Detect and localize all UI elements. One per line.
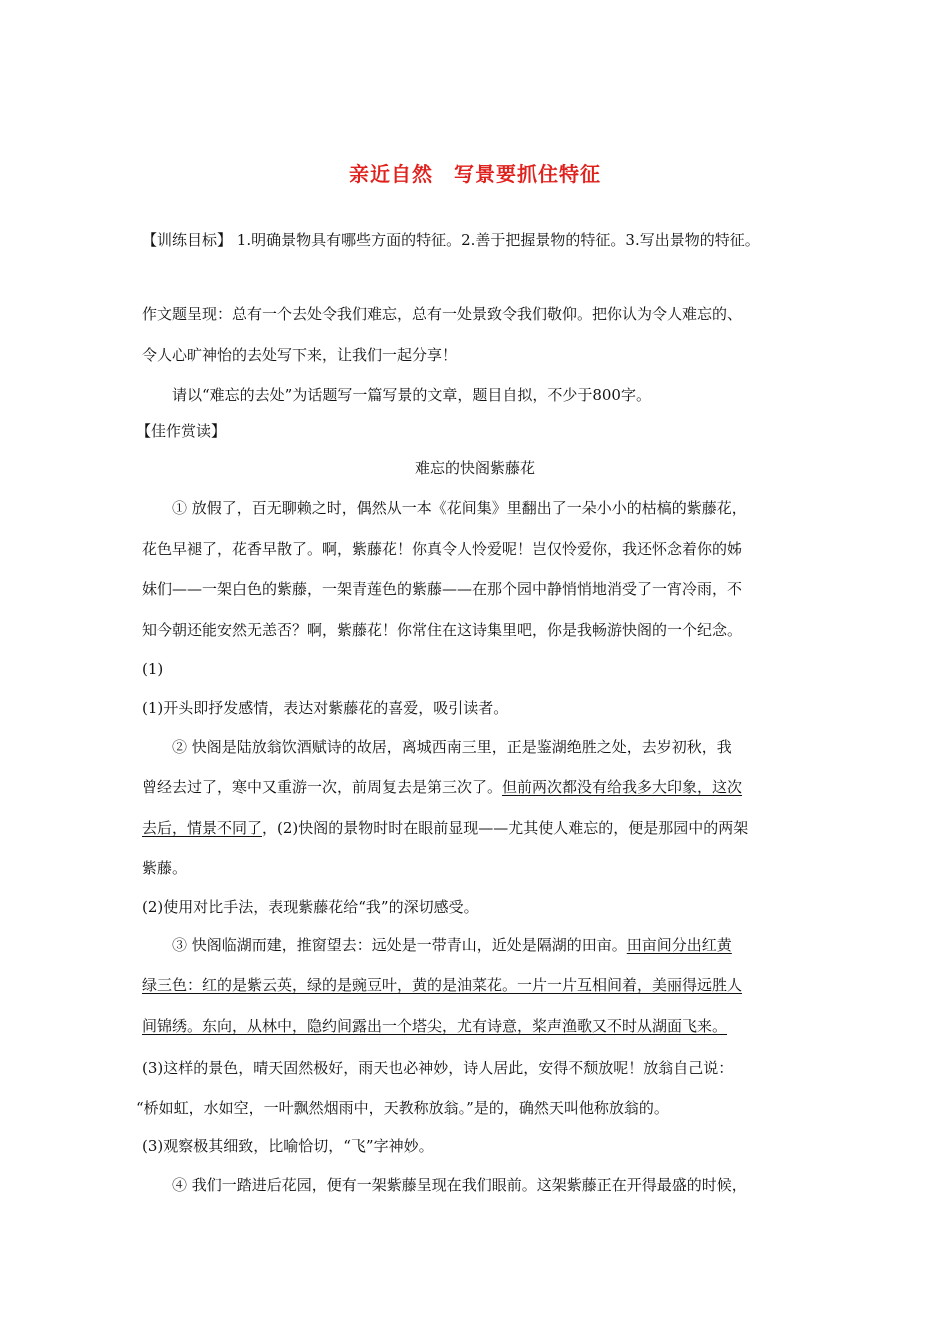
comment-3: (3)观察极其细致，比喻恰切，“飞”字神妙。 (142, 1137, 434, 1155)
goal-label: 【训练目标】 (142, 231, 233, 249)
note-marker-1: (1) (142, 660, 164, 678)
document-title: 亲近自然 写景要抓住特征 (349, 162, 601, 186)
p2-line-2-underlined: 但前两次都没有给我多大印象，这次 (502, 778, 743, 796)
p4-line-1: ④ 我们一踏进后花园，便有一架紫藤呈现在我们眼前。这架紫藤正在开得最盛的时候， (172, 1176, 747, 1194)
prompt-line-3: 请以“难忘的去处”为话题写一篇写景的文章，题目自拟，不少于800字。 (172, 386, 651, 404)
essay-title: 难忘的快阁紫藤花 (414, 459, 535, 477)
p3-line-1 (172, 935, 732, 955)
p3-line-2-underlined: 绿三色：红的是紫云英，绿的是豌豆叶，黄的是油菜花。一片一片互相间着，美丽得远胜人 (142, 976, 743, 994)
p2-line-3 (142, 818, 748, 838)
p3-line-3-underlined: 间锦绣。东向，从林中，隐约间露出一个塔尖，尤有诗意，桨声渔歌又不时从湖面飞来。 (142, 1017, 728, 1035)
comment-1: (1)开头即抒发感情，表达对紫藤花的喜爱，吸引读者。 (142, 699, 509, 717)
p2-line-3-underlined: 去后，情景不同了 (142, 819, 263, 837)
prompt-line-2: 令人心旷神怡的去处写下来，让我们一起分享！ (142, 346, 458, 364)
p3-line-2 (142, 975, 742, 995)
p2-line-3-plain: ，(2)快阁的景物时时在眼前显现——尤其使人难忘的，便是那园中的两架 (262, 819, 749, 837)
p2-line-2-plain: 曾经去过了，寒中又重游一次，前周复去是第三次了。 (142, 778, 503, 796)
appreciation-label: 【佳作赏读】 (136, 422, 227, 440)
p3-line-1-underlined: 田亩间分出红黄 (626, 936, 732, 954)
p3-line-1-plain: ③ 快阁临湖而建，推窗望去：远处是一带青山，近处是隔湖的田亩。 (172, 936, 627, 954)
p3-line-5: “桥如虹，水如空，一叶飘然烟雨中，天教称放翁。”是的，确然天叫他称放翁的。 (136, 1099, 669, 1117)
prompt-line-1: 作文题呈现：总有一个去处令我们难忘，总有一处景致令我们敬仰。把你认为令人难忘的、 (142, 305, 743, 323)
p2-line-4: 紫藤。 (142, 859, 188, 877)
goal-text: 1.明确景物具有哪些方面的特征。2.善于把握景物的特征。3.写出景物的特征。 (232, 231, 760, 249)
p1-line-4: 知今朝还能安然无恙否？啊，紫藤花！你常住在这诗集里吧，你是我畅游快阁的一个纪念。 (142, 621, 743, 639)
p1-line-2: 花色早褪了，花香早散了。啊，紫藤花！你真令人怜爱呢！岂仅怜爱你，我还怀念着你的姊 (142, 540, 743, 558)
comment-2: (2)使用对比手法，表现紫藤花给“我”的深切感受。 (142, 898, 479, 916)
p2-line-1: ② 快阁是陆放翁饮酒赋诗的故居，离城西南三里，正是鉴湖绝胜之处，去岁初秋，我 (172, 738, 732, 756)
p3-line-4: (3)这样的景色，晴天固然极好，雨天也必神妙，诗人居此，安得不颓放呢！放翁自己说： (142, 1059, 734, 1077)
training-goal (142, 230, 760, 250)
p2-line-2 (142, 777, 742, 797)
p1-line-1: ① 放假了，百无聊赖之时，偶然从一本《花间集》里翻出了一朵小小的枯槁的紫藤花， (172, 499, 747, 517)
p1-line-3: 妹们——一架白色的紫藤，一架青莲色的紫藤——在那个园中静悄悄地消受了一宵冷雨，不 (142, 580, 743, 598)
p3-line-3 (142, 1016, 727, 1036)
